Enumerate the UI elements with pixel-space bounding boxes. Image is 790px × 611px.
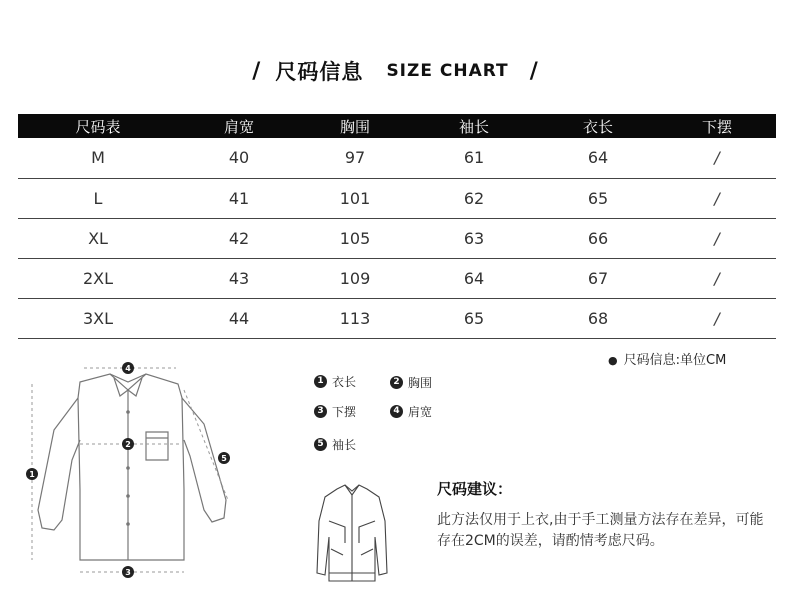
cell-chest: 113 xyxy=(300,298,410,338)
cell-sleeve: 65 xyxy=(410,298,538,338)
cell-shoulder: 44 xyxy=(178,298,300,338)
legend-number-5: 5 xyxy=(314,438,327,451)
cell-chest: 101 xyxy=(300,178,410,218)
header-shoulder: 肩宽 xyxy=(178,114,300,138)
legend-number-3: 3 xyxy=(314,405,327,418)
cell-size: XL xyxy=(18,218,178,258)
cell-size: L xyxy=(18,178,178,218)
size-chart-title xyxy=(0,56,790,86)
marker-5: 5 xyxy=(221,454,227,463)
title-slash-left: / xyxy=(252,58,261,84)
legend-item-length xyxy=(314,373,356,390)
cell-length: 66 xyxy=(538,218,658,258)
legend-item-hem xyxy=(314,403,356,420)
marker-3: 3 xyxy=(125,568,131,577)
legend-number-2: 2 xyxy=(390,376,403,389)
cell-length: 67 xyxy=(538,258,658,298)
cell-length: 65 xyxy=(538,178,658,218)
table-row xyxy=(18,138,776,178)
marker-4: 4 xyxy=(125,364,131,373)
size-table xyxy=(18,114,776,339)
legend-number-1: 1 xyxy=(314,375,327,388)
cell-size: 3XL xyxy=(18,298,178,338)
bullet-dot-icon: ● xyxy=(608,354,618,367)
jacket-icon xyxy=(315,481,389,585)
cell-hem: / xyxy=(658,298,776,338)
marker-2: 2 xyxy=(125,440,131,449)
legend-item-sleeve xyxy=(314,436,356,453)
cell-chest: 105 xyxy=(300,218,410,258)
cell-sleeve: 64 xyxy=(410,258,538,298)
header-chest: 胸围 xyxy=(300,114,410,138)
title-chinese: 尺码信息 xyxy=(275,60,364,84)
cell-sleeve: 62 xyxy=(410,178,538,218)
cell-length: 64 xyxy=(538,138,658,178)
cell-chest: 109 xyxy=(300,258,410,298)
table-row xyxy=(18,218,776,258)
legend-label-chest: 胸围 xyxy=(408,376,433,390)
legend-number-4: 4 xyxy=(390,405,403,418)
table-row xyxy=(18,298,776,338)
header-sleeve: 袖长 xyxy=(410,114,538,138)
cell-sleeve: 63 xyxy=(410,218,538,258)
cell-chest: 97 xyxy=(300,138,410,178)
advice-text: 此方法仅用于上衣,由于手工测量方法存在差异，可能存在2CM的误差，请酌情考虑尺码。 xyxy=(437,512,764,549)
cell-hem: / xyxy=(658,178,776,218)
legend-item-chest xyxy=(390,374,432,391)
unit-note-text: 尺码信息:单位CM xyxy=(623,353,727,368)
title-slash-right: / xyxy=(529,58,538,84)
cell-sleeve: 61 xyxy=(410,138,538,178)
table-row xyxy=(18,178,776,218)
cell-size: M xyxy=(18,138,178,178)
advice-title: 尺码建议： xyxy=(437,480,513,498)
shirt-measurement-diagram-icon xyxy=(22,360,242,582)
table-row xyxy=(18,258,776,298)
cell-shoulder: 43 xyxy=(178,258,300,298)
legend-label-hem: 下摆 xyxy=(332,405,357,419)
unit-note xyxy=(608,349,726,368)
cell-shoulder: 41 xyxy=(178,178,300,218)
table-header-row xyxy=(18,114,776,138)
cell-hem: / xyxy=(658,218,776,258)
cell-hem: / xyxy=(658,138,776,178)
header-size: 尺码表 xyxy=(18,114,178,138)
cell-length: 68 xyxy=(538,298,658,338)
legend-item-shoulder xyxy=(390,403,432,420)
marker-1: 1 xyxy=(29,470,35,479)
legend-label-sleeve: 袖长 xyxy=(332,438,357,452)
cell-shoulder: 40 xyxy=(178,138,300,178)
cell-hem: / xyxy=(658,258,776,298)
title-english: SIZE CHART xyxy=(386,61,509,81)
legend-label-shoulder: 肩宽 xyxy=(408,405,433,419)
header-length: 衣长 xyxy=(538,114,658,138)
cell-shoulder: 42 xyxy=(178,218,300,258)
header-hem: 下摆 xyxy=(658,114,776,138)
legend-label-length: 衣长 xyxy=(332,375,357,389)
cell-size: 2XL xyxy=(18,258,178,298)
